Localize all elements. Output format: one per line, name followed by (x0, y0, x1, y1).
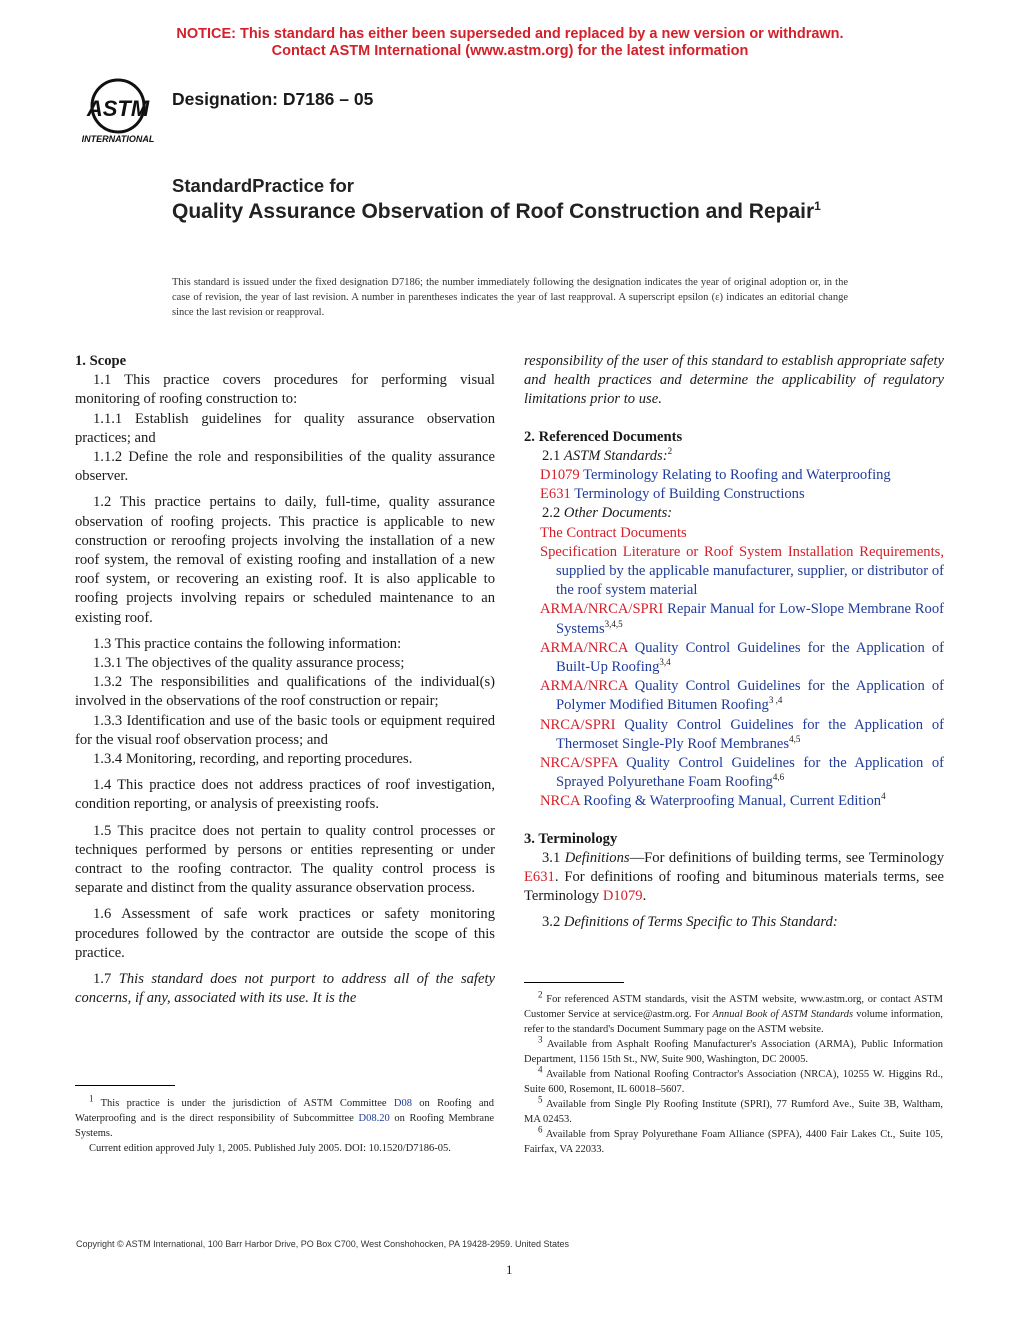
footnote-2: $^2$ For referenced ASTM standards, visit the ASTM website, www.astm.org, or contact ASTM Customer Service at service@astm.org. For Annual Book of ASTM Standards volume information, refer to the standard's Document Summary page on the ASTM website. (524, 989, 943, 1035)
notice-line-2: Contact ASTM International (www.astm.org) for the latest information (271, 43, 749, 59)
ref-code[interactable]: NRCA/SPRI (540, 716, 616, 733)
other-ref-item[interactable] (524, 639, 944, 677)
ref-title[interactable]: Quality Control Guidelines for the Application of Thermoset Single-Ply Roof Membranes (556, 716, 944, 752)
para-2-2: 2.2 Other Documents: (542, 505, 673, 522)
ref-title[interactable]: Quality Control Guidelines for the Application of Polymer Modified Bitumen Roofing (556, 678, 944, 714)
designation: Designation: D7186 – 05 (172, 89, 374, 109)
ref-footnote-mark: 4 (881, 791, 886, 802)
para-1-7-cont: responsibility of the user of this standard to establish appropriate safety and health practices and determine the applicability of regulatory limitations prior to use. (524, 353, 944, 408)
logo-subtext: INTERNATIONAL (81, 134, 155, 144)
ref-code[interactable]: NRCA (540, 793, 580, 810)
other-ref-item[interactable] (524, 600, 944, 638)
para-1-3-2: 1.3.2 The responsibilities and qualifications of the individual(s) involved in the observations of the roof construction or repair; (75, 674, 495, 710)
footnote-rule-right (524, 982, 624, 983)
other-ref-item[interactable] (524, 792, 944, 811)
ref-footnote-mark: 3,4 (659, 657, 671, 668)
footnote-5: $^5$ Available from Single Ply Roofing Institute (SPRI), 77 Rumford Ave., Suite 3B, Waltham, MA 02453. (524, 1094, 943, 1125)
right-column (524, 352, 944, 933)
ref-title[interactable]: Repair Manual for Low-Slope Membrane Roof Systems (556, 601, 944, 637)
left-column (75, 352, 495, 1009)
para-1-6: 1.6 Assessment of safe work practices or safety monitoring procedures followed by the contractor are outside the scope of this practice. (75, 906, 495, 961)
notice-line-1: NOTICE: This standard has either been superseded and replaced by a new version or withdrawn. (176, 26, 844, 42)
para-3-1: 3.1 Definitions—For definitions of building terms, see Terminology E631. For definitions of roofing and bituminous materials terms, see Terminology D1079. (524, 849, 944, 905)
ref-title[interactable]: Terminology of Building Constructions (574, 486, 805, 503)
para-1-7: 1.7 This standard does not purport to address all of the safety concerns, if any, associated with its use. It is the (75, 971, 495, 1007)
ref-code[interactable]: ARMA/NRCA/SPRI (540, 601, 664, 618)
para-1-1-2: 1.1.2 Define the role and responsibilities of the quality assurance observer. (75, 449, 495, 485)
subcommittee-d08-20-link[interactable]: D08.20 (358, 1113, 390, 1124)
other-ref-item[interactable] (524, 716, 944, 754)
other-ref-item[interactable] (524, 677, 944, 715)
ref-title[interactable]: Roofing & Waterproofing Manual, Current Edition (583, 793, 882, 810)
committee-d08-link[interactable]: D08 (393, 1098, 412, 1109)
spec-literature-ref[interactable]: Specification Literature or Roof System Installation Requirements, supplied by the applicable manufacturer, supplier, or distributor of the roof system material (540, 543, 944, 599)
supersede-notice (0, 26, 1020, 60)
title-kind: StandardPractice for (172, 175, 354, 196)
section-1-heading: 1. Scope (75, 353, 127, 369)
astm-ref-item[interactable] (524, 485, 944, 504)
astm-logo (72, 76, 164, 146)
title-footnote-mark: 1 (814, 199, 821, 213)
title-block (172, 174, 872, 226)
section-3-heading: 3. Terminology (524, 830, 618, 847)
footnote-3: $^3$ Available from Asphalt Roofing Manufacturer's Association (ARMA), Public Information Department, 1156 15th St., NW, Suite 900, Washington, DC 20005. (524, 1034, 944, 1065)
para-3-2: 3.2 Definitions of Terms Specific to This Standard: (542, 914, 838, 931)
ref-code[interactable]: ARMA/NRCA (540, 678, 628, 695)
ref-code[interactable]: E631 (540, 486, 571, 503)
section-2-heading: 2. Referenced Documents (524, 428, 683, 445)
astm-refs-list (524, 466, 944, 504)
para-1-3: 1.3 This practice contains the following information: (93, 635, 402, 652)
para-1-1-1: 1.1.1 Establish guidelines for quality assurance observation practices; and (75, 410, 495, 446)
footnote-6: $^6$ Available from Spray Polyurethane Foam Alliance (SPFA), 4400 Fair Lakes Ct., Suite 105, Fairfax, VA 22033. (524, 1124, 943, 1155)
ref-code[interactable]: ARMA/NRCA (540, 639, 628, 656)
issued-note: This standard is issued under the fixed designation D7186; the number immediately following the designation indicates the year of original adoption or, in the case of revision, the year of last revision. A number in parentheses indicates the year of last reapproval. A superscript epsilon (ε) indicates an editorial change since the last revision or reapproval. (172, 277, 848, 318)
footnote-1: $^1$ This practice is under the jurisdiction of ASTM Committee D08 on Roofing and Waterproofing and is the direct responsibility of Subcommittee D08.20 on Roofing Membrane Systems. Current edition approved July 1, 2005. Published July 2005. DOI: 10.1520/D7186-05. (75, 1093, 495, 1154)
para-2-1: 2.1 ASTM Standards:$^2$ (542, 445, 673, 464)
ref-code[interactable]: NRCA/SPFA (540, 755, 618, 772)
para-1-4: 1.4 This practice does not address practices of roof investigation, condition reporting, or analysis of preexisting roofs. (75, 777, 495, 813)
copyright-footer: Copyright © ASTM International, 100 Barr Harbor Drive, PO Box C700, West Conshohocken, PA 19428-2959. United States (76, 1239, 570, 1249)
footnote-4: $^4$ Available from National Roofing Contractor's Association (NRCA), 10255 W. Higgins Rd., Suite 600, Rosemont, IL 60018–5607. (524, 1064, 944, 1095)
astm-ref-item[interactable] (524, 466, 944, 485)
ref-footnote-mark: 3 ,4 (768, 695, 783, 706)
ref-footnote-mark: 4,6 (772, 772, 785, 783)
document-title: Quality Assurance Observation of Roof Construction and Repair$^1$ (172, 199, 821, 223)
ref-title[interactable]: Quality Control Guidelines for the Application of Built-Up Roofing (556, 639, 944, 676)
right-footnotes (524, 989, 944, 1157)
ref-code[interactable]: D1079 (540, 467, 580, 484)
para-1-2: 1.2 This practice pertains to daily, full-time, quality assurance observation of roofing projects. This practice is applicable to new construction or reroofing projects involving the installation of a new roof system, the removal of existing roofing and installation of a new roof system, or recovering an existing roof. It is also applicable to roofing projects involving repairs or scheduled maintenance to an existing roof. (75, 494, 495, 626)
other-refs-list (524, 600, 944, 811)
ref-title[interactable]: Quality Control Guidelines for the Application of Sprayed Polyurethane Foam Roofing (556, 755, 944, 791)
d1079-link[interactable]: D1079 (602, 888, 643, 905)
para-1-3-3: 1.3.3 Identification and use of the basic tools or equipment required for the visual roof observation process; and (75, 712, 495, 748)
contract-documents-ref[interactable]: The Contract Documents (540, 524, 687, 541)
ref-title[interactable]: Terminology Relating to Roofing and Waterproofing (583, 467, 891, 484)
para-1-3-1: 1.3.1 The objectives of the quality assurance process; (93, 655, 405, 672)
page-number: 1 (506, 1262, 513, 1277)
para-1-3-4: 1.3.4 Monitoring, recording, and reporting procedures. (93, 751, 413, 768)
para-1-5: 1.5 This pracitce does not pertain to quality control processes or techniques performed by persons or entities representing or under contract to the roofing contractor. The quality control process is separate and distinct from the quality assurance observation process. (75, 822, 495, 897)
para-1-1: 1.1 This practice covers procedures for performing visual monitoring of roofing construction to: (75, 372, 495, 408)
other-ref-item[interactable] (524, 754, 944, 792)
logo-text: ASTM (86, 96, 150, 121)
footnote-rule-left (75, 1085, 175, 1086)
ref-footnote-mark: 3,4,5 (604, 618, 623, 629)
astm-logo-icon (72, 76, 164, 146)
e631-link[interactable]: E631 (524, 869, 555, 886)
ref-footnote-mark: 4,5 (789, 734, 801, 744)
